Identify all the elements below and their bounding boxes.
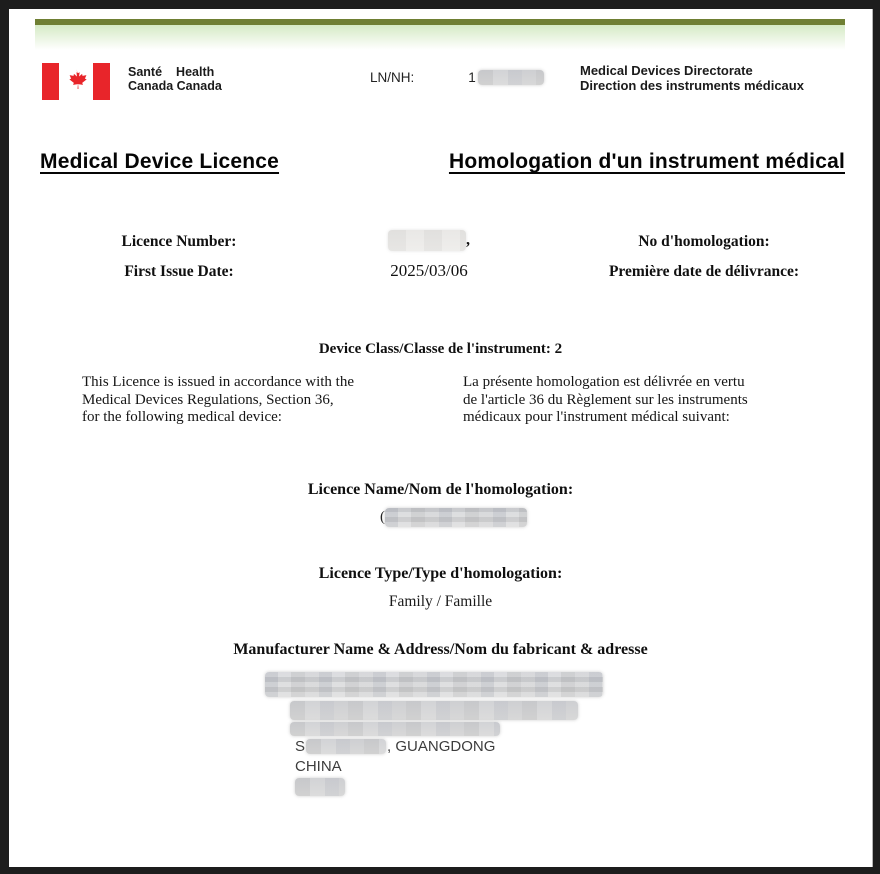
address-city-visible-prefix: S (295, 738, 306, 755)
maple-leaf-icon (61, 67, 91, 97)
address-province-text: , GUANGDONG (387, 738, 496, 755)
licence-number-value-redacted (309, 230, 549, 251)
manufacturer-label: Manufacturer Name & Address/Nom du fabricant & adresse (233, 641, 648, 658)
regulation-paragraph-en (82, 374, 422, 427)
wordmark-line1 (128, 65, 222, 79)
first-issue-label-en: First Issue Date: (124, 263, 234, 280)
regulation-fr-line3: médicaux pour l'instrument médical suivant: (463, 409, 730, 425)
document-title-en: Medical Device Licence (40, 150, 280, 173)
canada-flag-logo (42, 63, 110, 100)
licence-number-label-en: Licence Number: (121, 233, 237, 250)
flag-center (59, 63, 93, 100)
licence-document-page (9, 9, 873, 867)
regulation-en-line2: Medical Devices Regulations, Section 36, (82, 391, 334, 408)
regulation-en-line3: for the following medical device: (82, 409, 282, 425)
manufacturer-address-country: CHINA (295, 758, 342, 775)
first-issue-date-value: 2025/03/06 (390, 261, 468, 280)
manufacturer-postal-code-redaction (295, 778, 345, 796)
manufacturer-address-city-line (295, 738, 495, 755)
regulation-en-line1: This Licence is issued in accordance with the (82, 374, 354, 390)
directorate-fr: Direction des instruments médicaux (580, 78, 804, 93)
directorate-en: Medical Devices Directorate (580, 63, 753, 78)
manufacturer-address-line3-redaction (290, 722, 500, 736)
manufacturer-name-redaction-block (265, 672, 603, 697)
header-green-banner (35, 19, 845, 50)
licence-number-trailing-mark: , (466, 231, 470, 249)
wordmark-health: Health (176, 65, 215, 79)
health-canada-wordmark (128, 65, 222, 93)
licence-number-label-fr: No d'homologation: (638, 233, 770, 250)
licence-name-visible-prefix: ( (380, 509, 385, 525)
wordmark-sante: Santé (128, 65, 163, 79)
address-city-redaction-block (306, 739, 386, 754)
first-issue-label-fr: Première date de délivrance: (608, 263, 800, 280)
regulation-paragraph-fr (463, 374, 813, 427)
licence-name-redaction-block (385, 508, 527, 527)
licence-number-redaction-block (388, 230, 466, 251)
device-class-line: Device Class/Classe de l'instrument: 2 (318, 341, 563, 357)
regulation-fr-line1: La présente homologation est délivrée en vertu (463, 374, 745, 390)
ln-nh-value-visible: 1 (468, 70, 476, 85)
licence-type-label: Licence Type/Type d'homologation: (318, 565, 563, 582)
flag-right-band (93, 63, 110, 100)
regulation-fr-line2: de l'article 36 du Règlement sur les instruments (463, 391, 748, 408)
licence-name-value-redacted (380, 508, 527, 527)
manufacturer-address-line2-redaction (290, 701, 578, 720)
banner-green-gradient (35, 25, 845, 50)
document-title-fr: Homologation d'un instrument médical (448, 150, 845, 173)
ln-nh-value-redacted (478, 70, 544, 85)
ln-nh-field (370, 70, 544, 85)
licence-type-value: Family / Famille (388, 593, 493, 610)
wordmark-line2: Canada Canada (128, 79, 222, 93)
directorate-block (580, 63, 804, 93)
flag-left-band (42, 63, 59, 100)
ln-nh-label: LN/NH: (370, 70, 415, 85)
licence-name-label: Licence Name/Nom de l'homologation: (307, 481, 574, 498)
